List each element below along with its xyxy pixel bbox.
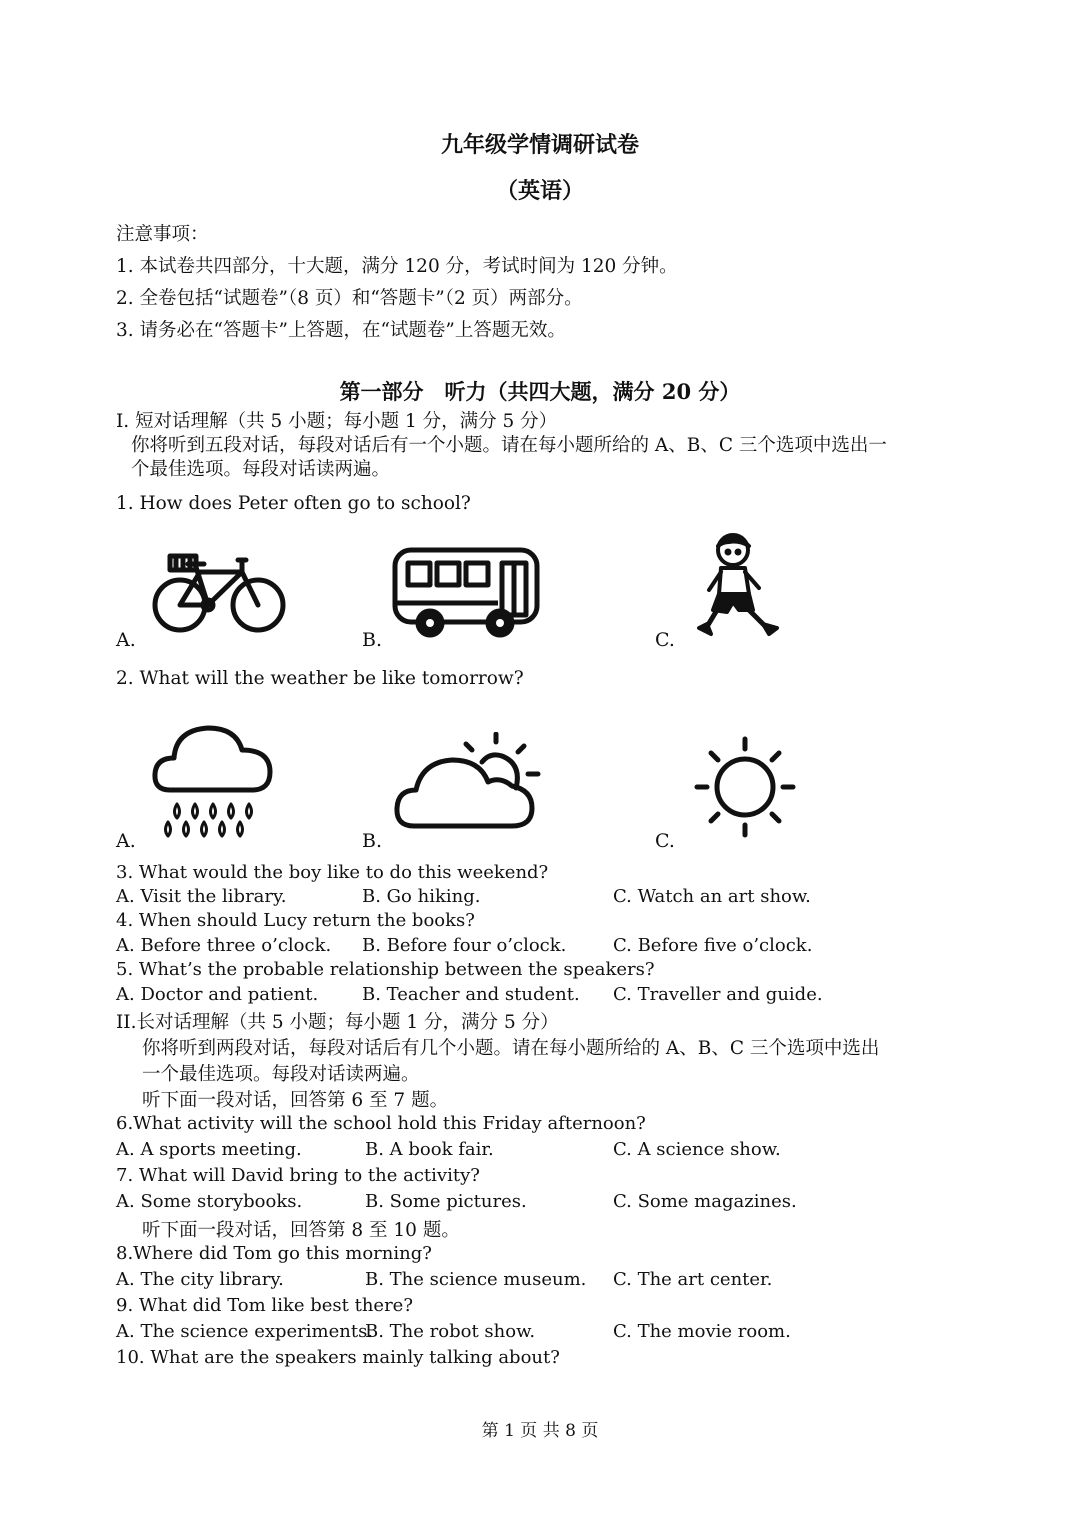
page-number: 第 1 页 共 8 页 (481, 1421, 599, 1441)
option-a: A. Visit the library. (116, 886, 287, 907)
dialogue-intro: 听下面一段对话，回答第 8 至 10 题。 (142, 1220, 460, 1241)
option-label: A. (116, 629, 136, 651)
bus-icon (390, 545, 545, 640)
section-heading: I. 短对话理解（共 5 小题；每小题 1 分，满分 5 分） (116, 411, 558, 432)
notice-heading: 注意事项： (116, 224, 209, 245)
option-a: A. Some storybooks. (116, 1191, 303, 1212)
option-a: A. The city library. (116, 1269, 284, 1290)
option-a: A. Before three o’clock. (116, 935, 332, 956)
option-label: B. (362, 830, 383, 852)
option-c: C. Some magazines. (613, 1191, 797, 1212)
question-5: 5. What’s the probable relationship between the speakers? (116, 959, 655, 980)
section-instruction: 一个最佳选项。每段对话读两遍。 (142, 1064, 420, 1085)
question-9: 9. What did Tom like best there? (116, 1295, 413, 1316)
option-b: B. The science museum. (365, 1269, 587, 1290)
notice-item: 2. 全卷包括“试题卷”（8 页）和“答题卡”（2 页）两部分。 (116, 288, 583, 309)
cloudy-sun-icon (392, 732, 544, 832)
option-b: B. A book fair. (365, 1139, 494, 1160)
question-10: 10. What are the speakers mainly talking about? (116, 1347, 560, 1368)
walking-boy-icon (693, 532, 785, 640)
question-3: 3. What would the boy like to do this weekend? (116, 862, 549, 883)
option-c: C. Before five o’clock. (613, 935, 813, 956)
option-label: C. (655, 830, 675, 852)
section-instruction: 你将听到五段对话，每段对话后有一个小题。请在每小题所给的 A、B、C 三个选项中选出一 (131, 435, 887, 456)
question-1: 1. How does Peter often go to school? (116, 493, 471, 514)
option-b: B. Before four o’clock. (362, 935, 567, 956)
part-title: 第一部分 听力（共四大题，满分 20 分） (339, 379, 741, 404)
section-instruction: 你将听到两段对话，每段对话后有几个小题。请在每小题所给的 A、B、C 三个选项中选出 (142, 1038, 880, 1059)
question-6: 6.What activity will the school hold this Friday afternoon? (116, 1113, 646, 1134)
notice-item: 3. 请务必在“答题卡”上答题，在“试题卷”上答题无效。 (116, 320, 566, 341)
option-c: C. Watch an art show. (613, 886, 811, 907)
option-c: C. The art center. (613, 1269, 773, 1290)
dialogue-intro: 听下面一段对话，回答第 6 至 7 题。 (142, 1090, 449, 1111)
exam-subject: （英语） (495, 178, 584, 204)
option-b: B. Go hiking. (362, 886, 481, 907)
section-heading: II.长对话理解（共 5 小题；每小题 1 分，满分 5 分） (116, 1012, 559, 1033)
rain-cloud-icon (150, 722, 275, 840)
question-4: 4. When should Lucy return the books? (116, 910, 475, 931)
sun-icon (693, 735, 797, 839)
section-instruction: 个最佳选项。每段对话读两遍。 (131, 459, 391, 480)
option-c: C. The movie room. (613, 1321, 791, 1342)
question-2: 2. What will the weather be like tomorrow? (116, 668, 524, 689)
question-7: 7. What will David bring to the activity? (116, 1165, 480, 1186)
question-8: 8.Where did Tom go this morning? (116, 1243, 432, 1264)
option-label: A. (116, 830, 136, 852)
bicycle-icon (150, 550, 288, 635)
option-c: C. A science show. (613, 1139, 781, 1160)
option-b: B. The robot show. (365, 1321, 536, 1342)
notice-item: 1. 本试卷共四部分，十大题，满分 120 分，考试时间为 120 分钟。 (116, 256, 678, 277)
option-b: B. Teacher and student. (362, 984, 580, 1005)
option-a: A. A sports meeting. (116, 1139, 302, 1160)
option-a: A. The science experiments. (116, 1321, 374, 1342)
exam-title: 九年级学情调研试卷 (440, 132, 639, 158)
option-label: B. (362, 629, 383, 651)
option-c: C. Traveller and guide. (613, 984, 823, 1005)
option-label: C. (655, 629, 675, 651)
option-a: A. Doctor and patient. (116, 984, 319, 1005)
option-b: B. Some pictures. (365, 1191, 527, 1212)
